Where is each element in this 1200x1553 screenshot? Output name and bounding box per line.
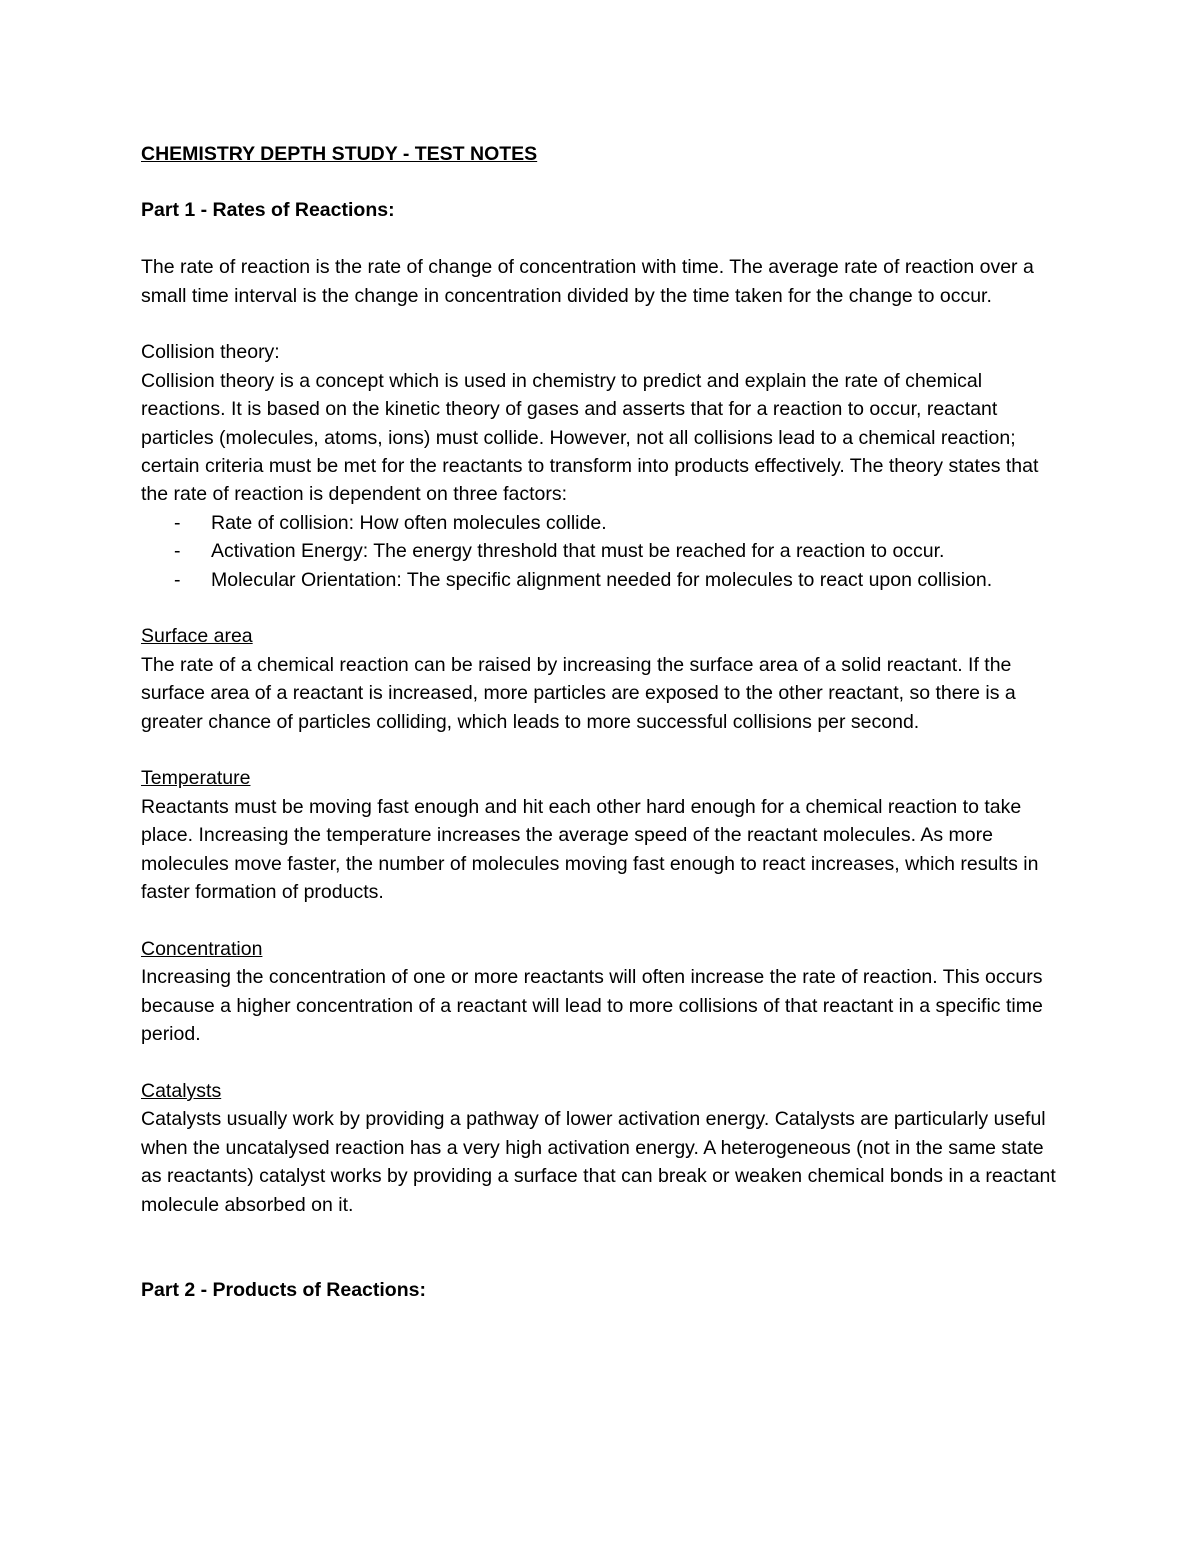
concentration-heading: Concentration [141,937,263,960]
spacer [141,1247,1061,1275]
concentration-paragraph: Increasing the concentration of one or more reactants will often increase the rate of reaction. This occurs because a higher concentration of a reactant will lead to more collisions of that reactant in a specific time period. [141,966,1043,1046]
list-item-text: Activation Energy: The energy threshold that must be reached for a reaction to occur. [211,540,945,563]
list-item-text: Rate of collision: How often molecules collide. [211,511,607,534]
spacer [141,225,1061,253]
dash-bullet: - [174,568,181,591]
spacer [141,1049,1061,1077]
part-2-heading: Part 2 - Products of Reactions: [141,1278,426,1301]
collision-theory-paragraph: Collision theory is a concept which is used in chemistry to predict and explain the rate of chemical reactions. It is based on the kinetic theory of gases and asserts that for a reaction to occur, reactant particles (molecules, atoms, ions) must collide. However, not all collisions lead to a chemical reaction; certain criteria must be met for the reactants to transform into products effectively. The theory states that the rate of reaction is dependent on three factors: [141,369,1039,506]
temperature-heading: Temperature [141,767,251,790]
rate-of-reaction-paragraph: The rate of reaction is the rate of change of concentration with time. The average rate of reaction over a small time interval is the change in concentration divided by the time taken for the change to occur. [141,256,1034,307]
spacer [141,906,1061,934]
list-item [141,566,1061,594]
collision-factors-list [141,509,1061,594]
dash-bullet: - [174,540,181,563]
spacer [141,594,1061,622]
part-1-heading: Part 1 - Rates of Reactions: [141,199,395,222]
list-item [141,537,1061,565]
surface-area-paragraph: The rate of a chemical reaction can be raised by increasing the surface area of a solid reactant. If the surface area of a reactant is increased, more particles are exposed to the other reactant, so there is a greater chance of particles colliding, which leads to more successful collisions per second. [141,653,1016,733]
spacer [141,736,1061,764]
catalysts-paragraph: Catalysts usually work by providing a pathway of lower activation energy. Catalysts are particularly useful when the uncatalysed reaction has a very high activation energy. A heterogeneous (not in the same state as reactants) catalyst works by providing a surface that can break or weaken chemical bonds in a reactant molecule absorbed on it. [141,1108,1056,1216]
collision-theory-label: Collision theory: [141,341,280,364]
list-item-text: Molecular Orientation: The specific alignment needed for molecules to react upon collision. [211,568,993,591]
surface-area-heading: Surface area [141,625,253,648]
catalysts-heading: Catalysts [141,1079,222,1102]
list-item [141,509,1061,537]
spacer [141,168,1061,196]
spacer [141,1219,1061,1247]
document-title: CHEMISTRY DEPTH STUDY - TEST NOTES [141,143,538,165]
document-page [141,140,1061,1304]
spacer [141,310,1061,338]
temperature-paragraph: Reactants must be moving fast enough and hit each other hard enough for a chemical reaction to take place. Increasing the temperature increases the average speed of the reactant molecules. As more molecules move faster, the number of molecules moving fast enough to react increases, which results in faster formation of products. [141,795,1039,904]
dash-bullet: - [174,511,181,534]
